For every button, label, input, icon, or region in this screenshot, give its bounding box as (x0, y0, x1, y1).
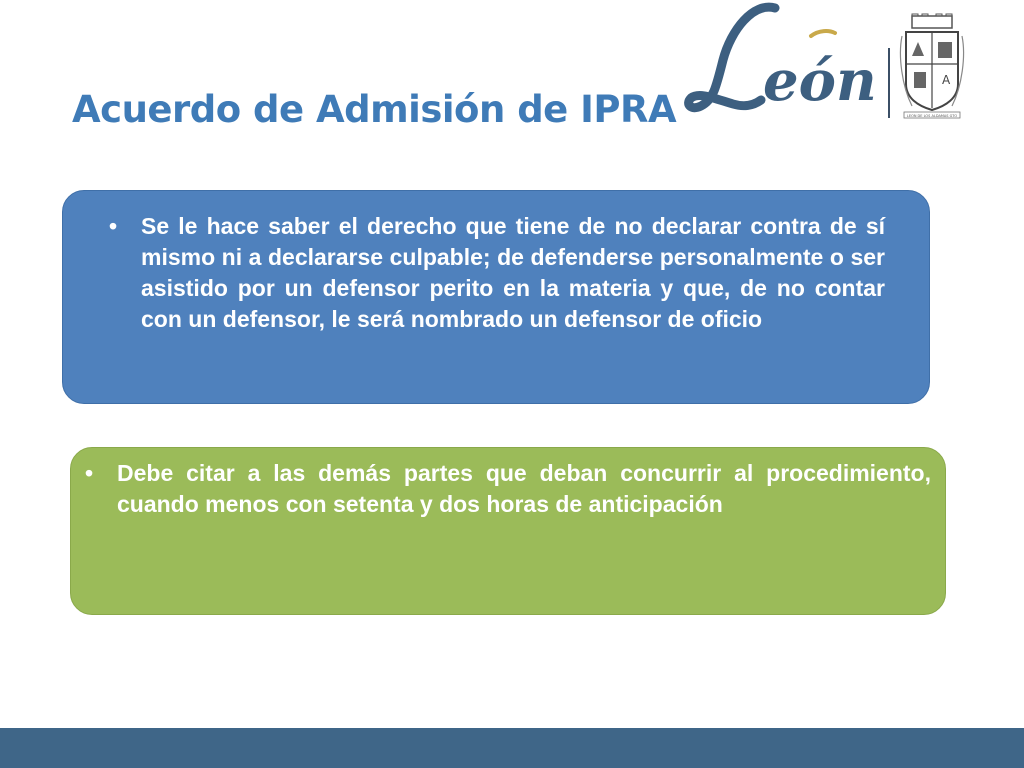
bullet-marker: • (109, 213, 118, 239)
bullet-item (109, 211, 885, 335)
bullet-text: Se le hace saber el derecho que tiene de no declarar contra de sí mismo ni a declararse culpable; de defenderse personalmente o ser asistido por un defensor perito en la materia y que, de no contar con un defensor, le será nombrado un defensor de oficio (141, 213, 885, 332)
callout-box-summon-parties (70, 447, 946, 615)
logo-divider (888, 48, 890, 118)
bullet-marker: • (85, 460, 94, 486)
svg-text:eón: eón (763, 48, 877, 114)
footer-band (0, 728, 1024, 768)
crest-caption: LEON DE LOS ALDAMAS GTO (906, 114, 958, 118)
leon-logo (683, 0, 898, 120)
svg-text:A: A (942, 73, 951, 87)
slide-title: Acuerdo de Admisión de IPRA (72, 88, 677, 131)
callout-box-defense-rights (62, 190, 930, 404)
city-crest-icon (898, 12, 966, 122)
bullet-item (85, 458, 931, 520)
bullet-text: Debe citar a las demás partes que deban concurrir al procedimiento, cuando menos con setenta y dos horas de anticipación (117, 460, 931, 517)
